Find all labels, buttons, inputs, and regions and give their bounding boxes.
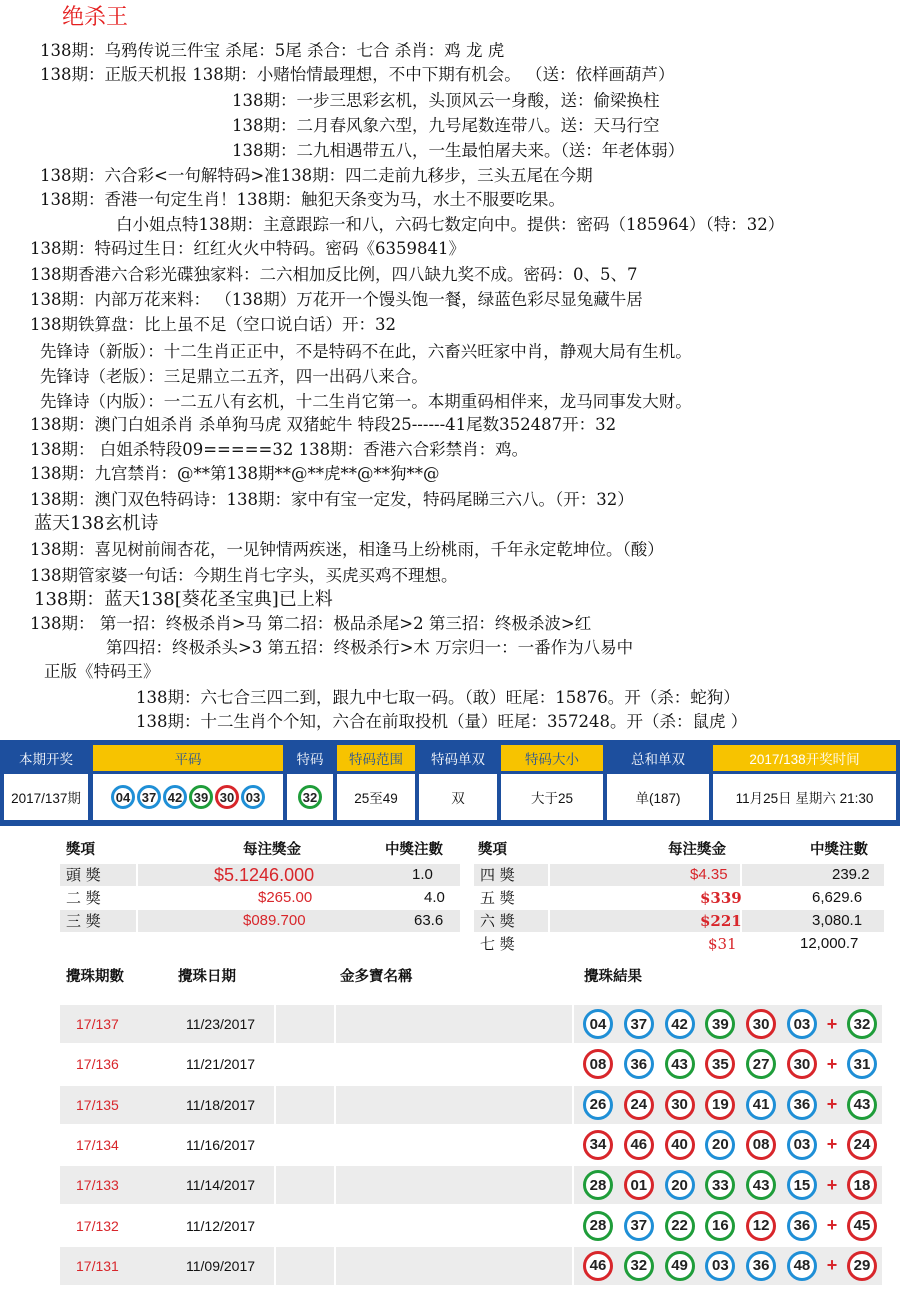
divider bbox=[274, 1126, 276, 1164]
lottery-ball: 37 bbox=[624, 1211, 654, 1241]
lottery-ball: 28 bbox=[583, 1211, 613, 1241]
text-line: 先锋诗（老版）：三足鼎立二五齐，四一出码八来合。 bbox=[40, 367, 428, 386]
lottery-ball: 04 bbox=[583, 1009, 613, 1039]
prize-amount: $31 bbox=[708, 935, 737, 953]
lottery-ball: 36 bbox=[787, 1090, 817, 1120]
lottery-ball: 24 bbox=[847, 1130, 877, 1160]
lottery-ball: 18 bbox=[847, 1170, 877, 1200]
lottery-ball: 08 bbox=[746, 1130, 776, 1160]
text-line: 138期：二九相遇带五八，一生最怕屠夫来。（送：年老体弱） bbox=[232, 141, 685, 160]
header-oddeven: 特码单双 bbox=[419, 745, 497, 771]
text-line: 138期：六合彩<一句解特码>准138期：四二走前九移步，三头五尾在今期 bbox=[40, 166, 593, 185]
range-value: 25至49 bbox=[337, 774, 415, 820]
divider bbox=[274, 1207, 276, 1245]
prize-count: 4.0 bbox=[424, 889, 445, 906]
text-line: 138期铁算盘：比上虽不足（空口说白话）开：32 bbox=[30, 315, 396, 334]
lottery-ball: 43 bbox=[746, 1170, 776, 1200]
prize-amount: $5.1246.000 bbox=[214, 865, 315, 885]
lottery-ball: 39 bbox=[189, 785, 213, 809]
lottery-ball: 32 bbox=[624, 1251, 654, 1281]
section-heading: 蓝天138玄机诗 bbox=[34, 513, 159, 534]
prize-amount: $4.35 bbox=[690, 866, 728, 883]
lottery-ball: 33 bbox=[705, 1170, 735, 1200]
lottery-ball: 16 bbox=[705, 1211, 735, 1241]
draw-result-balls bbox=[578, 1247, 882, 1285]
lottery-ball: 03 bbox=[241, 785, 265, 809]
lottery-ball: 45 bbox=[847, 1211, 877, 1241]
table-row bbox=[60, 1005, 882, 1043]
lottery-ball: 41 bbox=[746, 1090, 776, 1120]
plus-sign: + bbox=[826, 1174, 838, 1195]
prize-col-amount: 每注獎金 bbox=[243, 841, 301, 858]
draw-date: 11/09/2017 bbox=[186, 1257, 256, 1274]
draw-date: 11/18/2017 bbox=[186, 1096, 256, 1113]
text-line: 138期管家婆一句话：今期生肖七字头，买虎买鸡不理想。 bbox=[30, 566, 458, 585]
text-line: 正版《特码王》 bbox=[44, 662, 160, 681]
prize-name: 四 獎 bbox=[480, 866, 515, 884]
lottery-ball: 32 bbox=[847, 1009, 877, 1039]
plus-sign: + bbox=[826, 1013, 838, 1034]
table-row bbox=[60, 1247, 882, 1285]
text-line: 138期：澳门双色特码诗：138期：家中有宝一定发，特码尾睇三六八。（开：32） bbox=[30, 490, 634, 509]
divider bbox=[274, 1166, 276, 1204]
lottery-ball: 30 bbox=[665, 1090, 695, 1120]
prize-count: 1.0 bbox=[412, 866, 433, 883]
draw-issue: 17/134 bbox=[76, 1136, 119, 1153]
text-line: 138期：蓝天138[葵花圣宝典]已上料 bbox=[34, 589, 333, 610]
prize-col-amount: 每注獎金 bbox=[668, 841, 726, 858]
prize-col-count: 中獎注數 bbox=[810, 841, 868, 858]
divider bbox=[334, 1086, 336, 1124]
prize-count: 63.6 bbox=[414, 912, 444, 929]
text-line: 138期：十二生肖个个知，六合在前取投机（量）旺尾：357248。开（杀：鼠虎 ） bbox=[136, 712, 748, 731]
sum-value: 单(187) bbox=[607, 774, 709, 820]
lottery-ball: 26 bbox=[583, 1090, 613, 1120]
text-line: 138期： 第一招：终极杀肖>马 第二招：极品杀尾>2 第三招：终极杀波>红 bbox=[30, 614, 592, 633]
latest-result-strip bbox=[0, 740, 900, 826]
draw-date: 11/21/2017 bbox=[186, 1056, 256, 1073]
prize-count: 6,629.6 bbox=[812, 889, 863, 906]
prize-name: 頭 獎 bbox=[66, 866, 101, 884]
draw-date: 11/14/2017 bbox=[186, 1177, 256, 1194]
table-row bbox=[60, 1045, 882, 1083]
text-line: 先锋诗（新版）：十二生肖正正中，不是特码不在此，六畜兴旺家中肖，静观大局有生机。 bbox=[40, 342, 692, 361]
prize-amount: $339 bbox=[700, 889, 742, 907]
table-row bbox=[60, 1126, 882, 1164]
divider bbox=[274, 1247, 276, 1285]
lottery-ball: 24 bbox=[624, 1090, 654, 1120]
divider bbox=[572, 1126, 574, 1164]
divider bbox=[334, 1166, 336, 1204]
lottery-ball: 20 bbox=[705, 1130, 735, 1160]
prize-count: 3,080.1 bbox=[812, 912, 863, 929]
table-row bbox=[60, 1207, 882, 1245]
lottery-ball: 30 bbox=[215, 785, 239, 809]
lottery-ball: 42 bbox=[665, 1009, 695, 1039]
plus-sign: + bbox=[826, 1053, 838, 1074]
text-line: 138期：六七合三四二到，跟九中七取一码。（敢）旺尾：15876。开（杀：蛇狗） bbox=[136, 688, 740, 707]
header-special: 特码 bbox=[287, 745, 333, 771]
lottery-ball: 03 bbox=[787, 1130, 817, 1160]
header-draw: 本期开奖 bbox=[4, 745, 88, 771]
header-sum: 总和单双 bbox=[607, 745, 709, 771]
draw-col-name: 金多寶名稱 bbox=[340, 968, 413, 985]
text-line: 138期：内部万花来料： （138期）万花开一个馒头饱一餐，绿蓝色彩尽显兔藏牛居 bbox=[30, 290, 643, 309]
draw-result-balls bbox=[578, 1086, 882, 1124]
text-line: 138期：九宫禁肖：@**第138期**@**虎**@**狗**@ bbox=[30, 464, 440, 483]
text-line: 138期：一步三思彩玄机，头顶风云一身酸，送：偷梁换柱 bbox=[232, 91, 660, 110]
text-line: 第四招：终极杀头>3 第五招：终极杀行>木 万宗归一：一番作为八易中 bbox=[106, 638, 634, 657]
lottery-ball: 31 bbox=[847, 1049, 877, 1079]
divider bbox=[572, 1247, 574, 1285]
header-regular: 平码 bbox=[93, 745, 283, 771]
lottery-ball: 46 bbox=[583, 1251, 613, 1281]
draw-issue: 17/137 bbox=[76, 1016, 119, 1032]
divider bbox=[334, 1247, 336, 1285]
lottery-ball: 32 bbox=[298, 785, 322, 809]
lottery-ball: 01 bbox=[624, 1170, 654, 1200]
divider bbox=[334, 1126, 336, 1164]
draw-col-date: 攪珠日期 bbox=[178, 968, 236, 985]
text-line: 先锋诗（内版）：一二五八有玄机，十二生肖它第一。本期重码相伴来，龙马同事发大财。 bbox=[40, 392, 692, 411]
divider bbox=[274, 1045, 276, 1083]
lottery-ball: 29 bbox=[847, 1251, 877, 1281]
prize-amount: $265.00 bbox=[258, 889, 313, 906]
lottery-ball: 43 bbox=[665, 1049, 695, 1079]
prize-amount: $089.700 bbox=[243, 912, 306, 929]
lottery-ball: 03 bbox=[787, 1009, 817, 1039]
plus-sign: + bbox=[826, 1134, 838, 1155]
lottery-ball: 43 bbox=[847, 1090, 877, 1120]
lottery-ball: 15 bbox=[787, 1170, 817, 1200]
table-row bbox=[60, 1166, 882, 1204]
lottery-ball: 37 bbox=[624, 1009, 654, 1039]
plus-sign: + bbox=[826, 1094, 838, 1115]
draw-issue: 17/135 bbox=[76, 1096, 119, 1113]
divider bbox=[548, 864, 550, 932]
lottery-ball: 36 bbox=[746, 1251, 776, 1281]
lottery-ball: 40 bbox=[665, 1130, 695, 1160]
table-row bbox=[60, 1086, 882, 1124]
lottery-ball: 27 bbox=[746, 1049, 776, 1079]
prize-amount: $221 bbox=[700, 912, 742, 930]
lottery-ball: 34 bbox=[583, 1130, 613, 1160]
page-title: 绝杀王 bbox=[62, 5, 129, 30]
prize-count: 12,000.7 bbox=[800, 935, 859, 952]
draw-col-result: 攪珠結果 bbox=[584, 968, 642, 985]
draw-issue: 17/136 bbox=[76, 1056, 119, 1073]
prize-row-bg bbox=[474, 864, 884, 886]
plus-sign: + bbox=[826, 1255, 838, 1276]
lottery-ball: 49 bbox=[665, 1251, 695, 1281]
prize-col-name: 獎項 bbox=[478, 841, 507, 858]
prize-name: 二 獎 bbox=[66, 889, 101, 907]
lottery-ball: 28 bbox=[583, 1170, 613, 1200]
lottery-ball: 36 bbox=[787, 1211, 817, 1241]
text-line: 138期： 白姐杀特段09=====32 138期：香港六合彩禁肖：鸡。 bbox=[30, 440, 529, 459]
divider bbox=[136, 864, 138, 932]
lottery-ball: 37 bbox=[137, 785, 161, 809]
draw-result-balls bbox=[578, 1005, 882, 1043]
size-value: 大于25 bbox=[501, 774, 603, 820]
text-line: 138期：乌鸦传说三件宝 杀尾：5尾 杀合：七合 杀肖：鸡 龙 虎 bbox=[40, 41, 505, 60]
prize-name: 三 獎 bbox=[66, 912, 101, 930]
lottery-ball: 35 bbox=[705, 1049, 735, 1079]
draw-date: 11/12/2017 bbox=[186, 1217, 256, 1234]
lottery-ball: 20 bbox=[665, 1170, 695, 1200]
prize-col-name: 獎項 bbox=[66, 841, 95, 858]
draw-result-balls bbox=[578, 1126, 882, 1164]
special-ball-cell bbox=[287, 774, 333, 820]
lottery-ball: 08 bbox=[583, 1049, 613, 1079]
text-line: 138期香港六合彩光碟独家料：二六相加反比例，四八缺九奖不成。密码：0、5、7 bbox=[30, 265, 638, 284]
lottery-ball: 30 bbox=[787, 1049, 817, 1079]
text-line: 138期：香港一句定生肖！138期：触犯天条变为马，水土不服要吃果。 bbox=[40, 190, 565, 209]
divider bbox=[572, 1086, 574, 1124]
divider bbox=[572, 1166, 574, 1204]
divider bbox=[274, 1086, 276, 1124]
prize-name: 五 獎 bbox=[480, 889, 515, 907]
period-value: 2017/137期 bbox=[4, 774, 88, 820]
lottery-ball: 42 bbox=[163, 785, 187, 809]
prize-name: 七 獎 bbox=[480, 935, 515, 953]
lottery-ball: 19 bbox=[705, 1090, 735, 1120]
draw-result-balls bbox=[578, 1045, 882, 1083]
draw-result-balls bbox=[578, 1166, 882, 1204]
divider bbox=[572, 1207, 574, 1245]
text-line: 138期：喜见树前闹杏花，一见钟情两疾迷，相逢马上纷桃雨，千年永定乾坤位。（酸） bbox=[30, 540, 664, 559]
plus-sign: + bbox=[826, 1215, 838, 1235]
divider bbox=[334, 1045, 336, 1083]
text-line: 白小姐点特138期：主意跟踪一和八，六码七数定向中。提供：密码（185964）（特：32） bbox=[116, 215, 785, 234]
lottery-ball: 46 bbox=[624, 1130, 654, 1160]
text-line: 138期：正版天机报 138期：小赌怡情最理想，不中下期有机会。 （送：依样画葫芦） bbox=[40, 65, 675, 84]
next-time-value: 11月25日 星期六 21:30 bbox=[713, 774, 896, 820]
divider bbox=[572, 1005, 574, 1043]
lottery-ball: 39 bbox=[705, 1009, 735, 1039]
prize-count: 239.2 bbox=[832, 866, 870, 883]
draw-col-issue: 攪珠期數 bbox=[66, 968, 124, 985]
divider bbox=[334, 1005, 336, 1043]
header-size: 特码大小 bbox=[501, 745, 603, 771]
divider bbox=[572, 1045, 574, 1083]
prize-name: 六 獎 bbox=[480, 912, 515, 930]
lottery-ball: 48 bbox=[787, 1251, 817, 1281]
text-line: 138期：二月春风象六型，九号尾数连带八。送：天马行空 bbox=[232, 116, 660, 135]
draw-date: 11/16/2017 bbox=[186, 1136, 256, 1153]
text-line: 138期：澳门白姐杀肖 杀单狗马虎 双猪蛇牛 特段25------41尾数352487开：32 bbox=[30, 415, 617, 434]
header-next-time: 2017/138开奖时间 bbox=[713, 745, 896, 771]
draw-issue: 17/131 bbox=[76, 1257, 119, 1274]
oddeven-value: 双 bbox=[419, 774, 497, 820]
divider bbox=[274, 1005, 276, 1043]
regular-balls bbox=[93, 774, 283, 820]
lottery-ball: 12 bbox=[746, 1211, 776, 1241]
draw-result-balls bbox=[578, 1207, 882, 1245]
draw-date: 11/23/2017 bbox=[186, 1016, 256, 1032]
text-line: 138期：特码过生日：红红火火中特码。密码《6359841》 bbox=[30, 239, 465, 258]
divider bbox=[334, 1207, 336, 1245]
draw-issue: 17/132 bbox=[76, 1217, 119, 1234]
draw-issue: 17/133 bbox=[76, 1177, 119, 1194]
lottery-ball: 30 bbox=[746, 1009, 776, 1039]
lottery-ball: 22 bbox=[665, 1211, 695, 1241]
header-range: 特码范围 bbox=[337, 745, 415, 771]
prize-col-count: 中獎注數 bbox=[385, 841, 443, 858]
lottery-ball: 04 bbox=[111, 785, 135, 809]
lottery-ball: 36 bbox=[624, 1049, 654, 1079]
lottery-ball: 03 bbox=[705, 1251, 735, 1281]
